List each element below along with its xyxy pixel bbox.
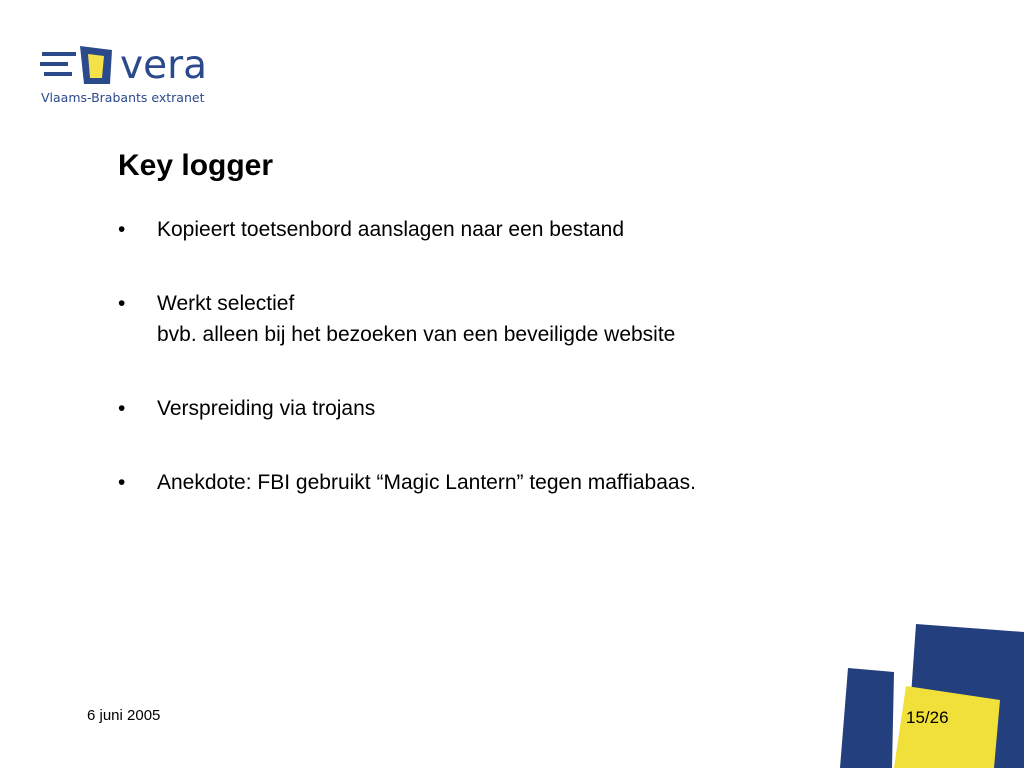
bullet-marker: • bbox=[118, 471, 126, 494]
slide-title: Key logger bbox=[118, 149, 274, 182]
bullet-marker: • bbox=[118, 397, 126, 420]
page-number: 15/26 bbox=[906, 708, 949, 727]
bullet-text: Verspreiding via trojans bbox=[157, 397, 376, 420]
bullet-marker: • bbox=[118, 292, 126, 315]
footer-date: 6 juni 2005 bbox=[87, 707, 161, 724]
bullet-text: Werkt selectief bbox=[157, 292, 295, 315]
bullet-marker: • bbox=[118, 218, 126, 241]
bullet-text: Kopieert toetsenbord aanslagen naar een bestand bbox=[157, 218, 625, 241]
logo-tagline-extranet: extranet bbox=[151, 90, 205, 105]
logo-wordmark: vera bbox=[120, 43, 208, 88]
corner-blue-block-left bbox=[840, 668, 894, 768]
bullet-subtext: bvb. alleen bij het bezoeken van een beveiligde website bbox=[157, 323, 676, 346]
logo-tagline-region: Vlaams-Brabants bbox=[41, 90, 148, 105]
bullet-text: Anekdote: FBI gebruikt “Magic Lantern” tegen maffiabaas. bbox=[157, 471, 696, 494]
